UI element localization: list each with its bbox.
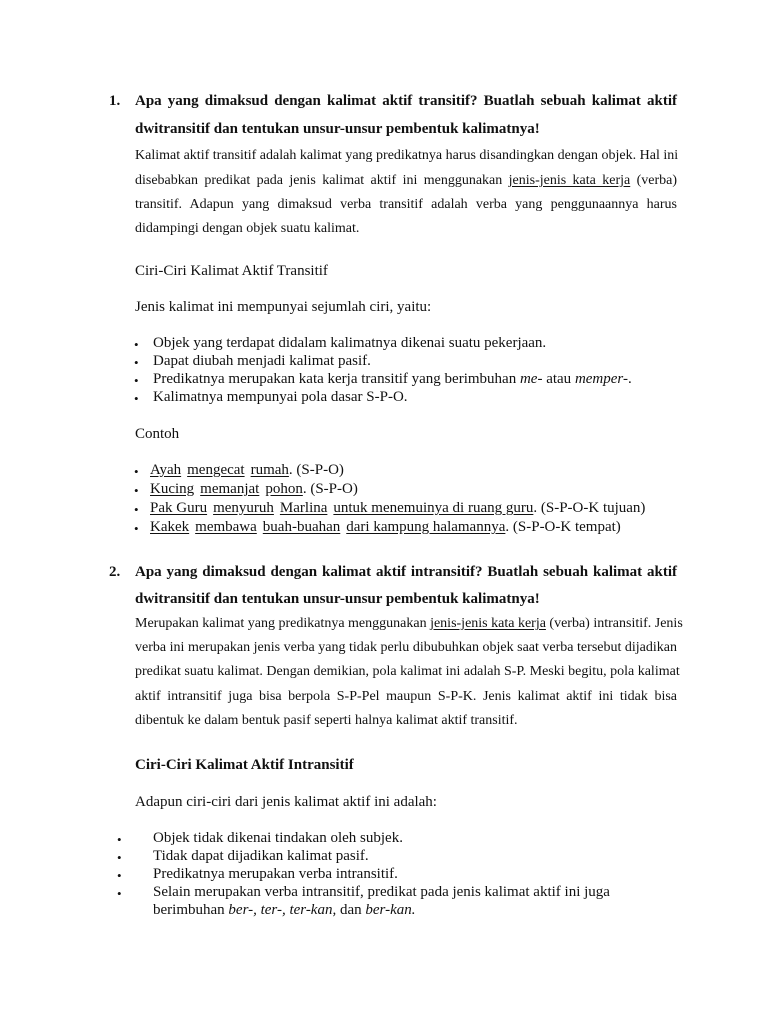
question-2-title-line-2: dwitransitif dan tentukan unsur-unsur pembentuk kalimatnya! xyxy=(135,591,540,607)
example-predicate: memanjat xyxy=(200,481,260,497)
jenis-kata-kerja-link[interactable]: jenis-jenis kata kerja xyxy=(508,173,631,188)
bullet-icon: • xyxy=(117,886,122,901)
q1-para-text: disebabkan predikat pada jenis kalimat aktif ini menggunakan xyxy=(135,173,503,188)
bullet-text: Predikatnya merupakan kata kerja transitif yang berimbuhan xyxy=(153,371,517,387)
bullet-icon: • xyxy=(134,373,139,388)
q1-paragraph-line-3: transitif. Adapun yang dimaksud verba transitif adalah verba yang penggunaannya harus xyxy=(135,197,677,212)
example-subject: Ayah xyxy=(150,462,182,478)
question-1-title-line-1: Apa yang dimaksud dengan kalimat aktif transitif? Buatlah sebuah kalimat aktif xyxy=(135,93,677,109)
question-1-number: 1. xyxy=(109,93,121,109)
q2-paragraph-line-3: predikat suatu kalimat. Dengan demikian, pola kalimat ini adalah S-P. Meski begitu, pola kalimat xyxy=(135,664,680,679)
contoh-label: Contoh xyxy=(135,426,180,442)
example-pattern: . (S-P-O) xyxy=(302,481,358,497)
affix-ber-kan: ber-kan. xyxy=(365,902,416,918)
q1-paragraph-line-1: Kalimat aktif transitif adalah kalimat yang predikatnya harus disandingkan dengan objek. Hal ini xyxy=(135,148,679,163)
bullet-text: dan xyxy=(339,902,362,918)
q1-subheading: Ciri-Ciri Kalimat Aktif Transitif xyxy=(135,263,328,279)
q2-paragraph-line-2: verba ini merupakan jenis verba yang tidak perlu dibubuhkan objek saat verba tersebut dijadikan xyxy=(135,640,677,655)
affix-me: me- xyxy=(519,371,543,387)
q1-bullet-1: Objek yang terdapat didalam kalimatnya dikenai suatu pekerjaan. xyxy=(153,335,547,351)
example-object: Marlina xyxy=(279,500,328,516)
bullet-icon: • xyxy=(117,868,122,883)
q1-para-text-b: (verba) xyxy=(636,173,678,188)
example-object: pohon xyxy=(265,481,303,497)
q2-bullet-2: Tidak dapat dijadikan kalimat pasif. xyxy=(153,848,369,864)
q2-paragraph-line-4: aktif intransitif juga bisa berpola S-P-Pel maupun S-P-K. Jenis kalimat aktif ini tidak bisa xyxy=(135,689,677,704)
question-1-title-line-2: dwitransitif dan tentukan unsur-unsur pembentuk kalimatnya! xyxy=(135,121,540,137)
jenis-kata-kerja-link[interactable]: jenis-jenis kata kerja xyxy=(430,616,546,631)
bullet-icon: • xyxy=(134,502,139,517)
example-4 xyxy=(150,519,621,536)
bullet-icon: • xyxy=(134,355,139,370)
example-object: rumah xyxy=(250,462,289,478)
example-subject: Pak Guru xyxy=(150,500,208,516)
q1-paragraph-line-4: didampingi dengan objek suatu kalimat. xyxy=(135,221,360,236)
example-predicate: menyuruh xyxy=(213,500,274,516)
example-predicate: membawa xyxy=(195,519,257,535)
example-predicate: mengecat xyxy=(187,462,245,478)
example-3 xyxy=(150,500,645,517)
question-2-title-line-1: Apa yang dimaksud dengan kalimat aktif intransitif? Buatlah sebuah kalimat aktif xyxy=(135,564,677,580)
q2-paragraph-line-5: dibentuk ke dalam bentuk pasif seperti halnya kalimat aktif transitif. xyxy=(135,713,518,728)
q2-bullet-4-line-1: Selain merupakan verba intransitif, predikat pada jenis kalimat aktif ini juga xyxy=(153,884,610,900)
q2-bullet-1: Objek tidak dikenai tindakan oleh subjek. xyxy=(153,830,403,846)
bullet-text: berimbuhan xyxy=(153,902,225,918)
q1-intro: Jenis kalimat ini mempunyai sejumlah ciri, yaitu: xyxy=(135,299,432,315)
bullet-icon: • xyxy=(134,464,139,479)
q1-paragraph-line-2 xyxy=(135,173,677,189)
bullet-text-end: . xyxy=(627,371,632,387)
example-pattern: . (S-P-O-K tempat) xyxy=(505,519,621,535)
q1-bullet-3 xyxy=(153,371,632,388)
q2-paragraph-line-1 xyxy=(135,616,683,632)
q1-bullet-4: Kalimatnya mempunyai pola dasar S-P-O. xyxy=(153,389,408,405)
q1-bullet-2: Dapat diubah menjadi kalimat pasif. xyxy=(153,353,371,369)
q2-intro: Adapun ciri-ciri dari jenis kalimat aktif ini adalah: xyxy=(135,794,437,810)
example-object: buah-buahan xyxy=(262,519,341,535)
q2-para-text: Merupakan kalimat yang predikatnya menggunakan xyxy=(135,616,427,631)
example-pattern: . (S-P-O-K tujuan) xyxy=(533,500,646,516)
bullet-icon: • xyxy=(117,850,122,865)
bullet-icon: • xyxy=(134,521,139,536)
q2-bullet-4-line-2 xyxy=(153,902,416,919)
affix-list: ber-, ter-, ter-kan, xyxy=(228,902,337,918)
example-2 xyxy=(150,481,358,498)
question-2-number: 2. xyxy=(109,564,121,580)
example-adverb: untuk menemuinya di ruang guru xyxy=(333,500,534,516)
example-adverb: dari kampung halamannya xyxy=(346,519,506,535)
example-pattern: . (S-P-O) xyxy=(288,462,344,478)
example-subject: Kakek xyxy=(150,519,190,535)
bullet-text: atau xyxy=(546,371,572,387)
bullet-icon: • xyxy=(134,391,139,406)
q2-para-text-b: (verba) intransitif. Jenis xyxy=(549,616,683,631)
example-1 xyxy=(150,462,344,479)
affix-memper: memper- xyxy=(574,371,628,387)
bullet-icon: • xyxy=(134,483,139,498)
q2-bullet-3: Predikatnya merupakan verba intransitif. xyxy=(153,866,398,882)
q2-subheading: Ciri-Ciri Kalimat Aktif Intransitif xyxy=(135,757,354,773)
bullet-icon: • xyxy=(117,832,122,847)
bullet-icon: • xyxy=(134,337,139,352)
example-subject: Kucing xyxy=(150,481,195,497)
